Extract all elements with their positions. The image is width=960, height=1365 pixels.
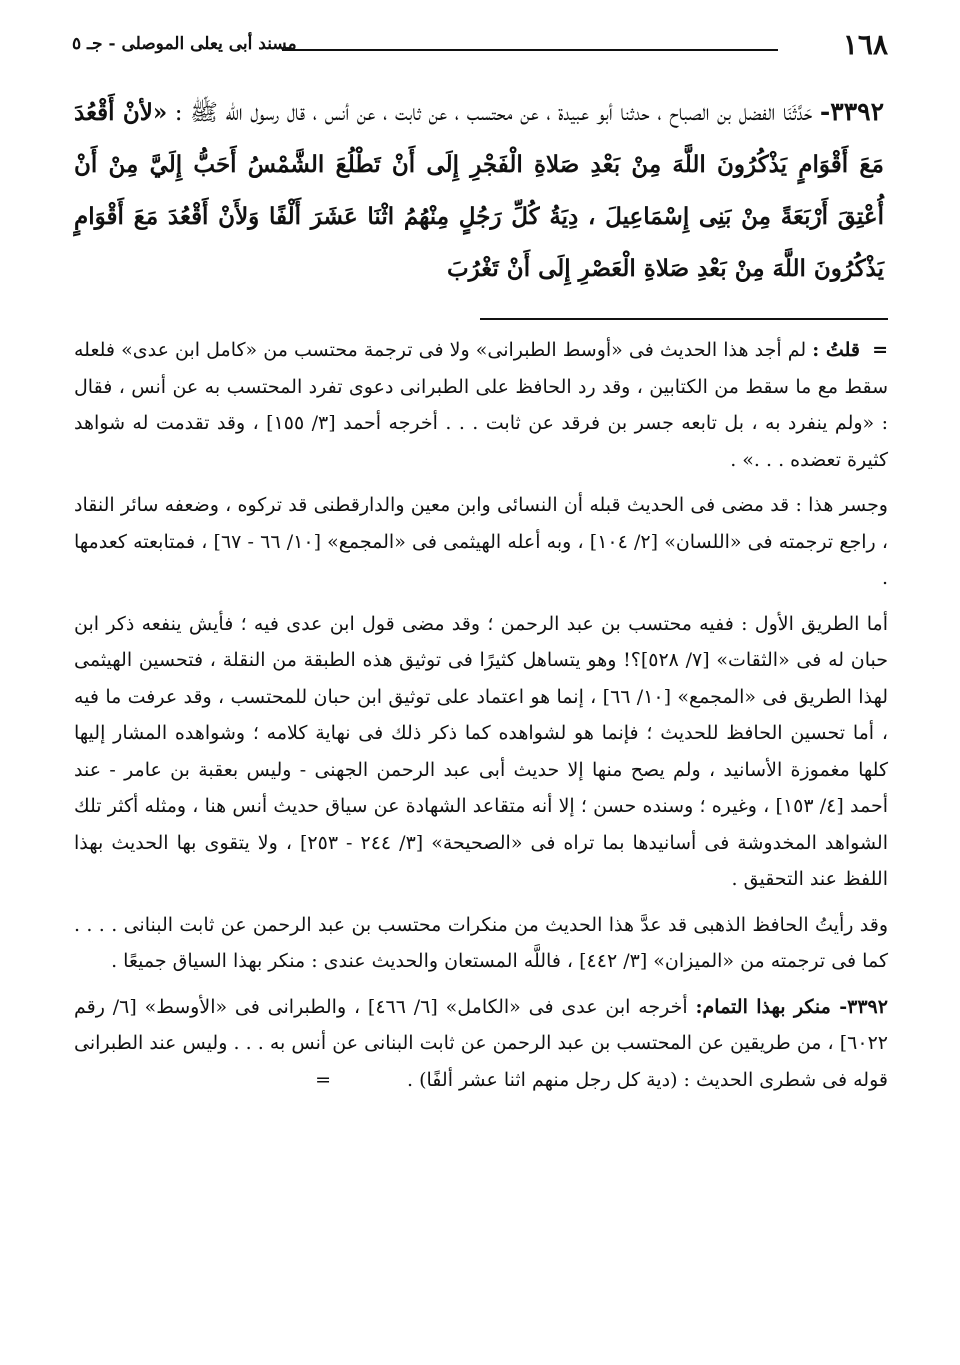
footnote-paragraph: وقد رأيتُ الحافظ الذهبى قد عدَّ هذا الحديث من منكرات محتسب بن عبد الرحمن عن ثابت البنانى . . . . كما فى ترجمته من «الميزان» [٣/ ٤٤٢] ، فاللَّه المستعان والحديث عندى : منكر بهذا السياق جميعًا . [74, 913, 888, 972]
footnote-paragraph: وجسر هذا : قد مضى فى الحديث قبله أن النسائى وابن معين والدارقطنى قد تركوه ، وضعفه سائر النقاد ، راجع ترجمته فى «اللسان» [٢/ ١٠٤] ، وبه أعله الهيثمى فى «المجمع» [١٠/ ٦٦ - ٦٧] ، فمتابعته كعدمها . [74, 494, 888, 589]
hadith-isnad: حَدَّثَنَا الفضل بن الصباح ، حدثنا أبو عبيدة ، عن محتسب ، عن ثابت ، عن أنس ، قال رسول الله ﷺ : [174, 100, 813, 126]
continuation-mark-end: = [315, 1068, 331, 1091]
footnote-text: لم أجد هذا الحديث فى «أوسط الطبرانى» ولا فى ترجمة محتسب من «كامل ابن عدى» فلعله سقط مع ما سقط من الكتابين ، وقد رد الحافظ على الطبرانى دعوى تفرد المحتسب به عن أنس ، فقال : «ولم ينفرد به ، بل تابعه جسر بن فرقد عن ثابت . . . أخرجه أحمد [٣/ ١٥٥] ، وقد تقدمت له شواهد كثيرة تعضده . . .» . [74, 339, 888, 471]
footnote-separator [480, 318, 888, 320]
takhrij-label: ٣٣٩٢- منكر بهذا التمام: [695, 995, 888, 1018]
footnote-paragraph: أما الطريق الأول : ففيه محتسب بن عبد الرحمن ؛ وقد مضى قول ابن عدى فيه ؛ فأيش ينفعه ذكر ابن حبان له فى «الثقات» [٧/ ٥٢٨]؟! وهو يتساهل كثيرًا فى توثيق هذه الطبقة من النقلة ، فتحسين الهيثمى لهذا الطريق فى «المجمع» [١٠/ ٦٦] ، إنما هو اعتماد على توثيق ابن حبان للمحتسب ، وقد عرفت ما فيه ، أما تحسين الحافظ للحديث ؛ فإنما هو لشواهده كما ذكر ذلك فى نهاية كلامه ؛ وشواهده المشار إليها كلها مغموزة الأسانيد ، ولم يصح منها إلا حديث أبى عبد الرحمن الجهنى - وليس بعقبة بن عامر - عند أحمد [٤/ ١٥٣] ، وغيره ؛ وسنده حسن ؛ إلا أنه متقاعد الشهادة عن سياق حديث أنس هنا ، ومثله أكثر تلك الشواهد المخدوشة فى أسانيدها بما تراه فى «الصحيحة» [٣/ ٢٤٤ - ٢٥٣] ، ولا يتقوى بها الحديث بهذا اللفظ عند التحقيق . [74, 612, 888, 890]
takhrij-text: أخرجه ابن عدى فى «الكامل» [٦/ ٤٦٦] ، والطبرانى فى «الأوسط» [٦/ رقم ٦٠٢٢] ، من طريقين عن المحتسب بن عبد الرحمن عن ثابت البنانى عن أنس به . . . وليس عند الطبرانى قوله فى شطرى الحديث : (دية كل رجل منهم اثنا عشر ألفًا) . [74, 995, 888, 1091]
page-number: ١٦٨ [842, 28, 888, 61]
footnotes [74, 332, 888, 1098]
header-rule [282, 49, 778, 51]
footnote-paragraph [74, 332, 888, 478]
hadith-matn: «لأنْ أَقْعُدَ مَعَ أَقْوَامٍ يَذْكُرُونَ اللَّهَ مِنْ بَعْدِ صَلاةِ الْفَجْرِ إِلَى أَنْ تَطْلُعَ الشَّمْسُ أَحَبُّ إِلَيَّ مِنْ أَنْ أُعْتِقَ أَرْبَعَةً مِنْ بَنِى إِسْمَاعِيلَ ، دِيَةُ كُلِّ رَجُلٍ مِنْهُمُ اثْنَا عَشَرَ أَلْفًا وَلأَنْ أَقْعُدَ مَعَ أَقْوَامٍ يَذْكُرُونَ اللَّهَ مِنْ بَعْدِ صَلاةِ الْعَصْرِ إِلَى أَنْ تَغْرُبَ [74, 99, 884, 282]
qultu-label: قلتُ : [812, 339, 860, 361]
book-title: مسند أبى يعلى الموصلى - جـ ٥ [72, 34, 297, 54]
footnote-paragraph [74, 989, 888, 1099]
running-header [72, 26, 888, 66]
hadith-text [74, 86, 884, 295]
continuation-mark: = [872, 339, 888, 361]
hadith-number: ٣٣٩٢- [819, 97, 885, 126]
